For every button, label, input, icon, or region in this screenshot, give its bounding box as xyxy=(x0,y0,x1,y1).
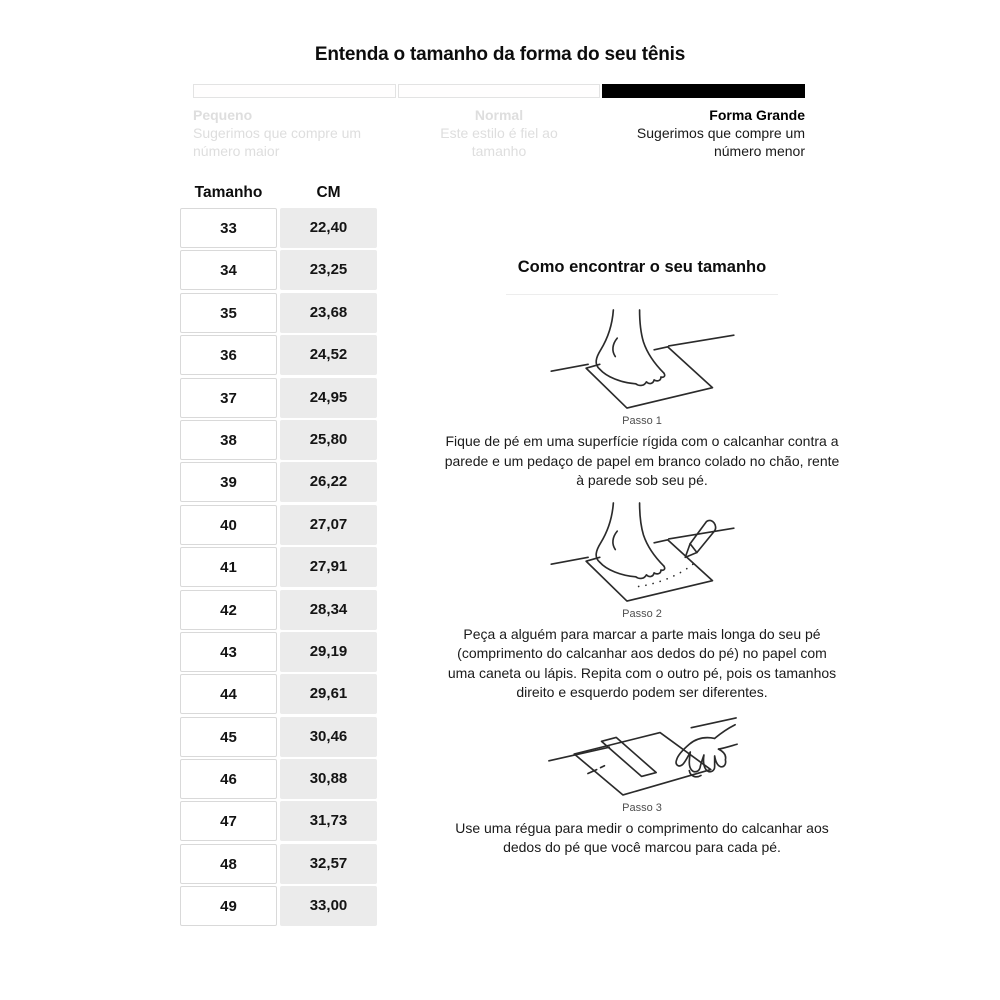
cm-cell: 29,61 xyxy=(280,674,377,714)
step-text: Peça a alguém para marcar a parte mais longa do seu pé (comprimento do calcanhar aos dedos do pé) no papel com uma caneta ou lápis. Repita com o outro pé, pois os tamanhos direito e esquerdo podem ser diferentes. xyxy=(447,625,837,700)
step-1 xyxy=(442,308,842,491)
how-to-section xyxy=(442,258,842,858)
table-row xyxy=(180,250,377,290)
fit-option-description: Sugerimos que compre um número menor xyxy=(636,125,805,159)
size-table xyxy=(180,184,377,929)
fit-option-normal xyxy=(397,106,601,160)
divider xyxy=(506,294,778,295)
cm-cell: 23,68 xyxy=(280,293,377,333)
size-cell: 46 xyxy=(180,759,277,799)
fit-segment-normal xyxy=(398,84,601,98)
fit-option-label: Normal xyxy=(474,107,524,123)
table-row xyxy=(180,801,377,841)
cm-cell: 27,07 xyxy=(280,505,377,545)
size-cell: 33 xyxy=(180,208,277,248)
step-label: Passo 3 xyxy=(622,801,662,814)
size-cell: 42 xyxy=(180,590,277,630)
table-row xyxy=(180,293,377,333)
cm-cell: 26,22 xyxy=(280,462,377,502)
size-cell: 47 xyxy=(180,801,277,841)
table-row xyxy=(180,335,377,375)
fit-option-forma-grande xyxy=(601,106,805,160)
cm-cell: 29,19 xyxy=(280,632,377,672)
table-row xyxy=(180,844,377,884)
table-row xyxy=(180,208,377,248)
size-cell: 48 xyxy=(180,844,277,884)
fit-segment-pequeno xyxy=(193,84,396,98)
table-row xyxy=(180,462,377,502)
fit-option-description: Este estilo é fiel ao tamanho xyxy=(440,125,558,159)
size-cell: 45 xyxy=(180,717,277,757)
size-cell: 39 xyxy=(180,462,277,502)
cm-cell: 25,80 xyxy=(280,420,377,460)
table-row xyxy=(180,886,377,926)
table-row xyxy=(180,378,377,418)
size-cell: 44 xyxy=(180,674,277,714)
step-label: Passo 2 xyxy=(622,607,662,620)
size-cell: 35 xyxy=(180,293,277,333)
table-row xyxy=(180,632,377,672)
fit-segment-forma-grande xyxy=(602,84,805,98)
cm-cell: 22,40 xyxy=(280,208,377,248)
size-cell: 36 xyxy=(180,335,277,375)
fit-option-description: Sugerimos que compre um número maior xyxy=(193,125,362,159)
table-row xyxy=(180,590,377,630)
page-title: Entenda o tamanho da forma do seu tênis xyxy=(314,44,686,65)
size-cell: 37 xyxy=(180,378,277,418)
cm-cell: 30,46 xyxy=(280,717,377,757)
table-row xyxy=(180,420,377,460)
size-table-header xyxy=(180,184,377,202)
table-row xyxy=(180,674,377,714)
cm-cell: 32,57 xyxy=(280,844,377,884)
ruler-measure-hand-icon xyxy=(545,711,740,797)
fit-option-label: Forma Grande xyxy=(709,107,805,123)
step-3 xyxy=(442,711,842,858)
how-to-title: Como encontrar o seu tamanho xyxy=(517,258,767,276)
size-table-body xyxy=(180,208,377,926)
cm-cell: 33,00 xyxy=(280,886,377,926)
table-row xyxy=(180,547,377,587)
foot-marking-pencil-icon xyxy=(545,501,740,603)
size-cell: 34 xyxy=(180,250,277,290)
table-row xyxy=(180,759,377,799)
cm-cell: 27,91 xyxy=(280,547,377,587)
size-cell: 43 xyxy=(180,632,277,672)
cm-cell: 28,34 xyxy=(280,590,377,630)
cm-cell: 31,73 xyxy=(280,801,377,841)
step-text: Use uma régua para medir o comprimento do calcanhar aos dedos do pé que você marcou para cada pé. xyxy=(455,819,829,855)
fit-option-pequeno xyxy=(193,106,397,160)
table-row xyxy=(180,717,377,757)
cm-cell: 23,25 xyxy=(280,250,377,290)
fit-scale-bar xyxy=(193,84,805,98)
size-cell: 41 xyxy=(180,547,277,587)
cm-cell: 24,95 xyxy=(280,378,377,418)
fit-scale-labels xyxy=(193,106,805,160)
step-label: Passo 1 xyxy=(622,415,662,427)
size-cell: 49 xyxy=(180,886,277,926)
column-header-cm: CM xyxy=(316,184,341,201)
step-2 xyxy=(442,501,842,703)
fit-option-label: Pequeno xyxy=(193,107,253,123)
table-row xyxy=(180,505,377,545)
size-cell: 40 xyxy=(180,505,277,545)
cm-cell: 24,52 xyxy=(280,335,377,375)
step-text: Fique de pé em uma superfície rígida com o calcanhar contra a parede e um pedaço de papel em branco colado no chão, rente à parede sob seu pé. xyxy=(444,433,840,488)
size-cell: 38 xyxy=(180,420,277,460)
cm-cell: 30,88 xyxy=(280,759,377,799)
column-header-tamanho: Tamanho xyxy=(194,184,263,201)
foot-on-paper-icon xyxy=(545,308,740,410)
